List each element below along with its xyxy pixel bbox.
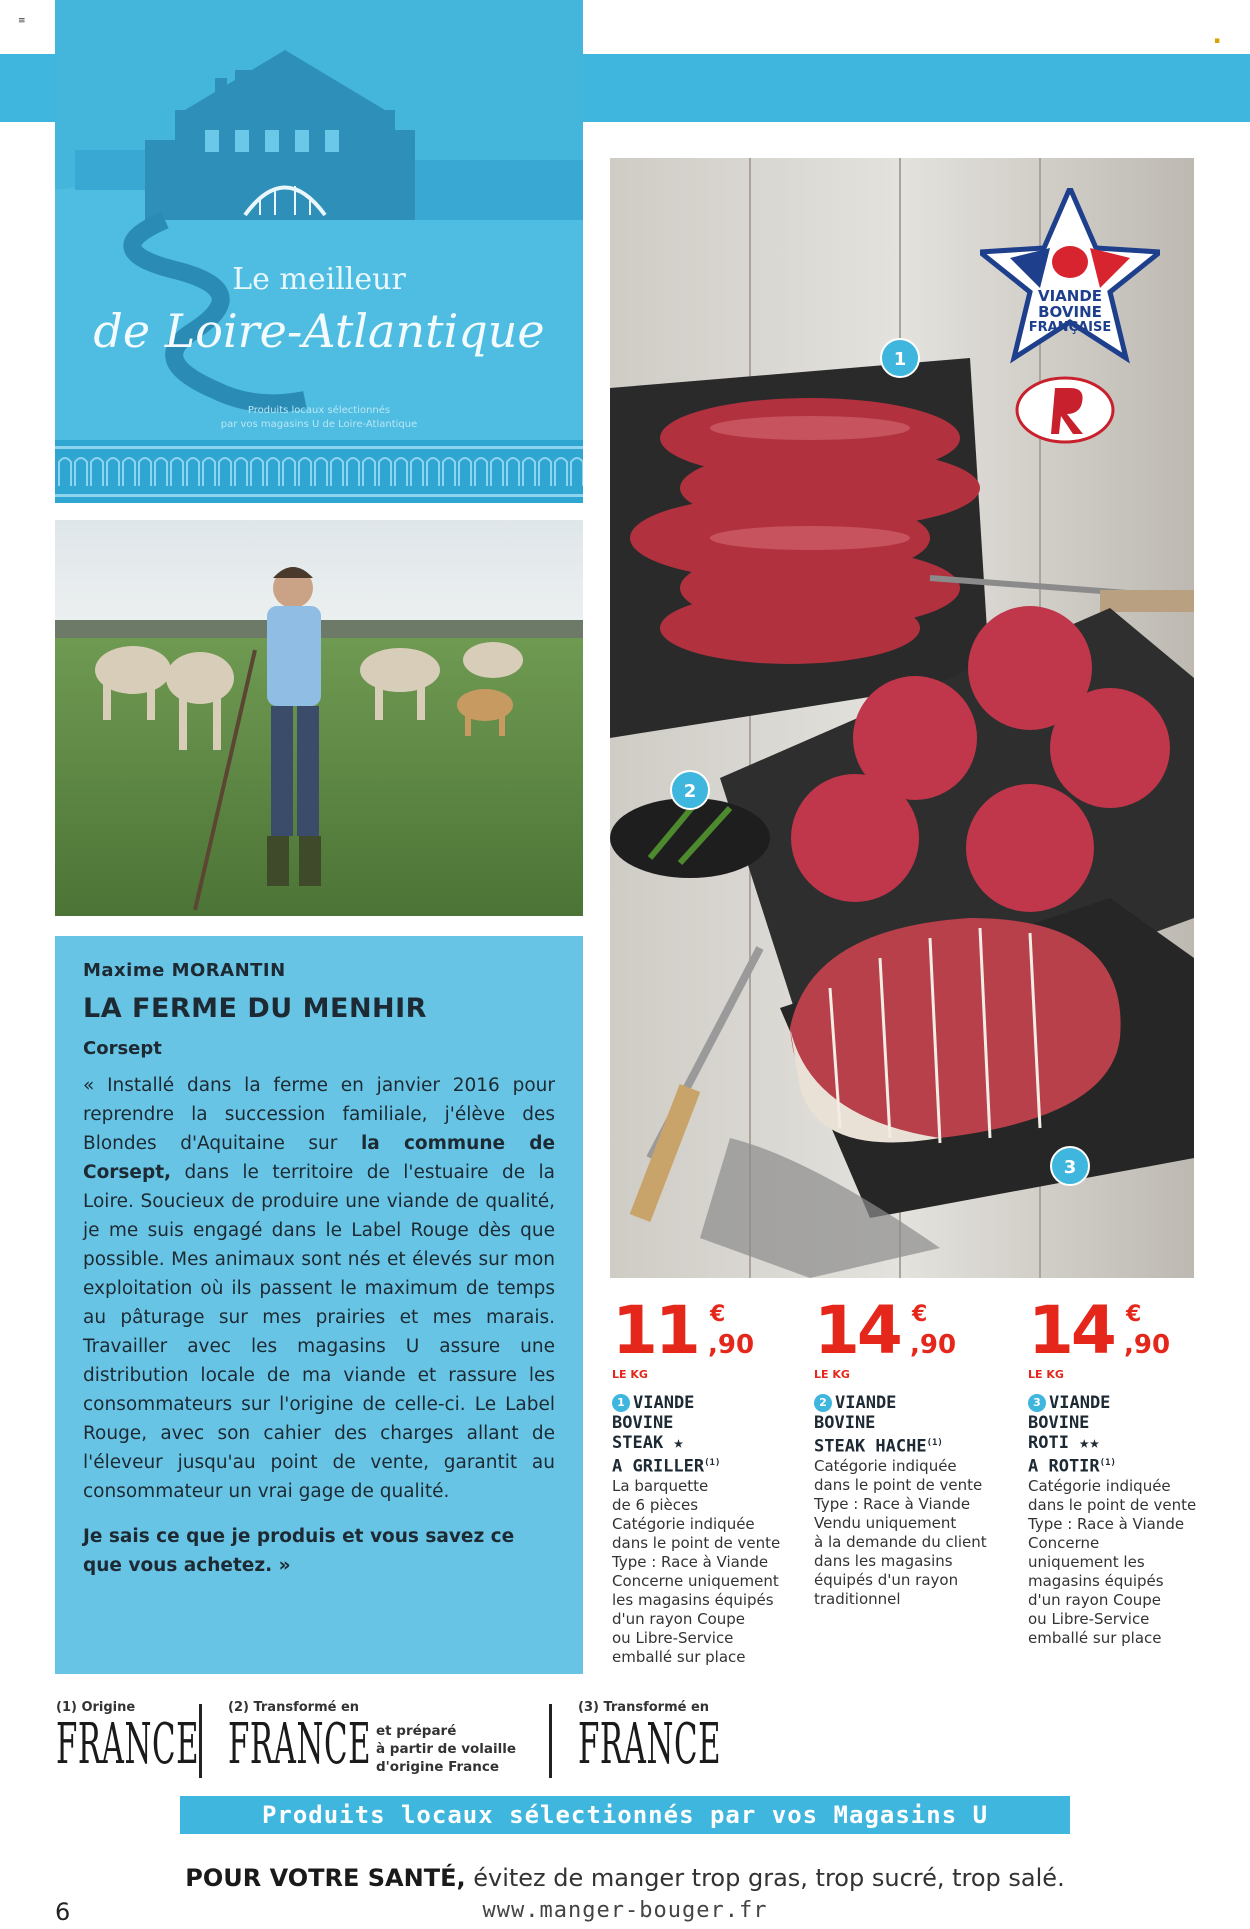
product-3-desc-line: emballé sur place bbox=[1028, 1628, 1162, 1647]
product-3 bbox=[1028, 1292, 1228, 1648]
manger-bouger-link[interactable]: www.manger-bouger.fr bbox=[482, 1898, 768, 1923]
frieze-arch bbox=[187, 458, 199, 486]
quote-conclusion: Je sais ce que je produis et vous savez ce que vous achetez. » bbox=[83, 1526, 515, 1576]
product-3-title-l2: BOVINE bbox=[1028, 1413, 1090, 1433]
product-1-desc-line: de 6 pièces bbox=[612, 1495, 699, 1514]
product-2-number: 2 bbox=[814, 1394, 832, 1412]
vbf-text bbox=[980, 288, 1160, 336]
product-3-desc-line: Type : Race à Viande bbox=[1028, 1514, 1185, 1533]
frieze-arch bbox=[443, 458, 455, 486]
product-2-footnote: (1) bbox=[926, 1438, 943, 1448]
frieze-arch bbox=[571, 458, 583, 486]
hero-frieze bbox=[55, 440, 583, 503]
frieze-arch bbox=[139, 458, 151, 486]
flag-icon: ▪ bbox=[1214, 36, 1221, 46]
product-1-desc-line: dans le point de vente bbox=[612, 1533, 781, 1552]
product-1-desc-line: Concerne uniquement bbox=[612, 1571, 779, 1590]
product-1-title-l3: STEAK ★ bbox=[612, 1433, 684, 1453]
frieze-arch bbox=[219, 458, 231, 486]
frieze-arch bbox=[235, 458, 247, 486]
product-badge-3: 3 bbox=[1050, 1146, 1090, 1186]
price-2-int: 14 bbox=[814, 1292, 900, 1369]
frieze-arch bbox=[523, 458, 535, 486]
page-number: 6 bbox=[55, 1898, 71, 1926]
product-2-desc-line: à la demande du client bbox=[814, 1532, 987, 1551]
product-2-title bbox=[814, 1393, 1014, 1457]
origin-2-france: FRANCE bbox=[228, 1712, 372, 1777]
frieze-arch bbox=[155, 458, 167, 486]
price-2-decimals: ,90 bbox=[910, 1330, 957, 1360]
price-1-currency: € bbox=[710, 1302, 726, 1327]
product-3-desc-line: dans le point de vente bbox=[1028, 1495, 1197, 1514]
label-rouge-icon bbox=[1015, 376, 1115, 444]
product-2-title-l2: BOVINE bbox=[814, 1413, 876, 1433]
frieze-arch bbox=[379, 458, 391, 486]
product-2-desc-line: traditionnel bbox=[814, 1589, 901, 1608]
product-3-desc-line: ou Libre-Service bbox=[1028, 1609, 1150, 1628]
health-bold: POUR VOTRE SANTÉ, bbox=[185, 1864, 466, 1892]
frieze-arch bbox=[59, 458, 71, 486]
hero-subtitle-line2: par vos magasins U de Loire-Atlantique bbox=[220, 419, 418, 430]
product-3-desc-line: uniquement les bbox=[1028, 1552, 1145, 1571]
vbf-line2: BOVINE bbox=[1038, 303, 1102, 321]
frieze-arch bbox=[395, 458, 407, 486]
price-1-decimals: ,90 bbox=[708, 1330, 755, 1360]
price-2-unit: LE KG bbox=[814, 1368, 850, 1381]
frieze-arch bbox=[507, 458, 519, 486]
product-3-desc-line: Catégorie indiquée bbox=[1028, 1476, 1171, 1495]
origin-3-france: FRANCE bbox=[578, 1712, 722, 1777]
frieze-arch bbox=[411, 458, 423, 486]
product-1-title-l2: BOVINE bbox=[612, 1413, 674, 1433]
quote-part2: dans le territoire de l'estuaire de la Loire. Soucieux de produire une viande de qualité, je me suis engagé dans le Label Rouge dès que possible. Mes animaux sont nés et élevés sur mon exploitation où ils passent le maximum de temps au pâturage sur mes prairies et mes marais. Travailler avec les magasins U assure une distribution locale de ma viande et rassure les consommateurs sur l'origine de celle-ci. Le Label Rouge, avec son cahier des charges allant de l'éleveur jusqu'au point de vente, garantit au consommateur un vrai gage de qualité. bbox=[83, 1162, 555, 1502]
product-1-number: 1 bbox=[612, 1394, 630, 1412]
farm-name: LA FERME DU MENHIR bbox=[83, 993, 427, 1024]
origin-2-extra bbox=[376, 1722, 516, 1776]
product-2-title-l1: VIANDE bbox=[835, 1393, 897, 1413]
viande-bovine-francaise-logo bbox=[980, 188, 1160, 368]
frieze-arch bbox=[123, 458, 135, 486]
vbf-star-icon bbox=[980, 188, 1160, 368]
product-3-number: 3 bbox=[1028, 1394, 1046, 1412]
frieze-arch bbox=[539, 458, 551, 486]
frieze-arch bbox=[251, 458, 263, 486]
price-3-currency: € bbox=[1126, 1302, 1142, 1327]
frieze-arch bbox=[107, 458, 119, 486]
origin-3-note: (3) Transformé en bbox=[578, 1700, 710, 1715]
frieze-arch bbox=[347, 458, 359, 486]
price-3-decimals: ,90 bbox=[1124, 1330, 1171, 1360]
frieze-arch bbox=[459, 458, 471, 486]
origin-separator-2 bbox=[549, 1704, 552, 1778]
origin-2-extra-line: à partir de volaille bbox=[376, 1741, 517, 1757]
frieze-arch bbox=[267, 458, 279, 486]
product-1-title-l4: A GRILLER bbox=[612, 1456, 705, 1477]
product-2-desc-line: Type : Race à Viande bbox=[814, 1494, 971, 1513]
origin-1 bbox=[56, 1700, 216, 1775]
product-3-title-l3: ROTI ★★ bbox=[1028, 1433, 1100, 1453]
vbf-line1: VIANDE bbox=[1037, 287, 1103, 305]
quote-part1: « Installé dans la ferme en janvier 2016 pour reprendre la succession familiale, j'élève des Blondes d'Aquitaine sur bbox=[83, 1075, 555, 1154]
product-2-desc bbox=[814, 1457, 1014, 1609]
product-3-title-l4: A ROTIR bbox=[1028, 1456, 1100, 1477]
product-1-desc bbox=[612, 1477, 812, 1667]
frieze-arch bbox=[331, 458, 343, 486]
origin-3 bbox=[578, 1700, 738, 1775]
frieze-arch bbox=[75, 458, 87, 486]
product-3-desc bbox=[1028, 1477, 1228, 1648]
beef-products-photo bbox=[610, 158, 1194, 1278]
origin-2-extra-line: et préparé bbox=[376, 1723, 457, 1739]
product-2-desc-line: dans le point de vente bbox=[814, 1475, 983, 1494]
product-1-footnote: (1) bbox=[704, 1458, 721, 1468]
product-3-desc-line: magasins équipés bbox=[1028, 1571, 1164, 1590]
product-3-title bbox=[1028, 1393, 1228, 1477]
origin-2 bbox=[228, 1700, 388, 1775]
frieze-arch bbox=[555, 458, 567, 486]
local-products-band: Produits locaux sélectionnés par vos Magasins U bbox=[180, 1796, 1070, 1834]
product-2-desc-line: Catégorie indiquée bbox=[814, 1456, 957, 1475]
price-3-unit: LE KG bbox=[1028, 1368, 1064, 1381]
price-3-int: 14 bbox=[1028, 1292, 1114, 1369]
price-2-currency: € bbox=[912, 1302, 928, 1327]
hero-illustration bbox=[55, 0, 583, 503]
origin-2-note: (2) Transformé en bbox=[228, 1700, 360, 1715]
hero-title-line1: Le meilleur bbox=[232, 262, 406, 297]
farmer-photo bbox=[55, 520, 583, 916]
product-1-desc-line: Catégorie indiquée bbox=[612, 1514, 755, 1533]
hero-subtitle bbox=[55, 404, 583, 432]
origin-separator-1 bbox=[199, 1704, 202, 1778]
frieze-arch bbox=[315, 458, 327, 486]
frieze-arch bbox=[363, 458, 375, 486]
frieze-arch bbox=[491, 458, 503, 486]
frieze-arch bbox=[203, 458, 215, 486]
frieze-arch bbox=[91, 458, 103, 486]
frieze-arch bbox=[475, 458, 487, 486]
farm-town: Corsept bbox=[83, 1038, 162, 1059]
farmer-text-block bbox=[55, 936, 583, 1674]
product-1-desc-line: d'un rayon Coupe bbox=[612, 1609, 746, 1628]
product-1-desc-line: ou Libre-Service bbox=[612, 1628, 734, 1647]
price-1 bbox=[612, 1292, 812, 1369]
quote-bold: la commune de Corsept, bbox=[83, 1133, 555, 1183]
price-3 bbox=[1028, 1292, 1228, 1369]
price-1-int: 11 bbox=[612, 1292, 698, 1369]
product-badge-2: 2 bbox=[670, 770, 710, 810]
farmer-with-cows-photo bbox=[55, 520, 583, 916]
product-3-desc-line: Concerne bbox=[1028, 1533, 1100, 1552]
product-3-title-l1: VIANDE bbox=[1049, 1393, 1111, 1413]
origin-1-note: (1) Origine bbox=[56, 1700, 136, 1715]
product-2 bbox=[814, 1292, 1014, 1609]
vbf-line3: FRANÇAISE bbox=[1028, 320, 1112, 335]
farmer-quote bbox=[83, 1071, 555, 1506]
hero-title-line2: de Loire-Atlantique bbox=[93, 304, 545, 358]
frieze-arch bbox=[427, 458, 439, 486]
frieze-arch bbox=[171, 458, 183, 486]
product-2-desc-line: équipés d'un rayon bbox=[814, 1570, 959, 1589]
product-2-desc-line: Vendu uniquement bbox=[814, 1513, 957, 1532]
product-1-title-l1: VIANDE bbox=[633, 1393, 695, 1413]
farmer-name: Maxime MORANTIN bbox=[83, 960, 286, 981]
product-1-desc-line: La barquette bbox=[612, 1476, 709, 1495]
product-1-title bbox=[612, 1393, 812, 1477]
label-rouge-logo bbox=[1015, 376, 1115, 444]
product-1-desc-line: les magasins équipés bbox=[612, 1590, 774, 1609]
price-2 bbox=[814, 1292, 1014, 1369]
product-2-desc-line: dans les magasins bbox=[814, 1551, 953, 1570]
origin-1-france: FRANCE bbox=[56, 1712, 200, 1777]
product-3-footnote: (1) bbox=[1099, 1458, 1116, 1468]
product-2-title-l3: STEAK HACHE bbox=[814, 1436, 927, 1457]
price-1-unit: LE KG bbox=[612, 1368, 648, 1381]
frieze-arch bbox=[283, 458, 295, 486]
product-badge-1: 1 bbox=[880, 338, 920, 378]
health-message bbox=[0, 1864, 1250, 1892]
product-3-desc-line: d'un rayon Coupe bbox=[1028, 1590, 1162, 1609]
origin-2-extra-line: d'origine France bbox=[376, 1759, 500, 1775]
frieze-arch bbox=[299, 458, 311, 486]
product-1 bbox=[612, 1292, 812, 1667]
hero-subtitle-line1: Produits locaux sélectionnés bbox=[247, 405, 391, 416]
health-rest: évitez de manger trop gras, trop sucré, trop salé. bbox=[465, 1864, 1065, 1892]
product-1-desc-line: emballé sur place bbox=[612, 1647, 746, 1666]
product-1-desc-line: Type : Race à Viande bbox=[612, 1552, 769, 1571]
menu-icon: ≡ bbox=[18, 16, 26, 26]
frieze-pattern bbox=[55, 440, 583, 503]
